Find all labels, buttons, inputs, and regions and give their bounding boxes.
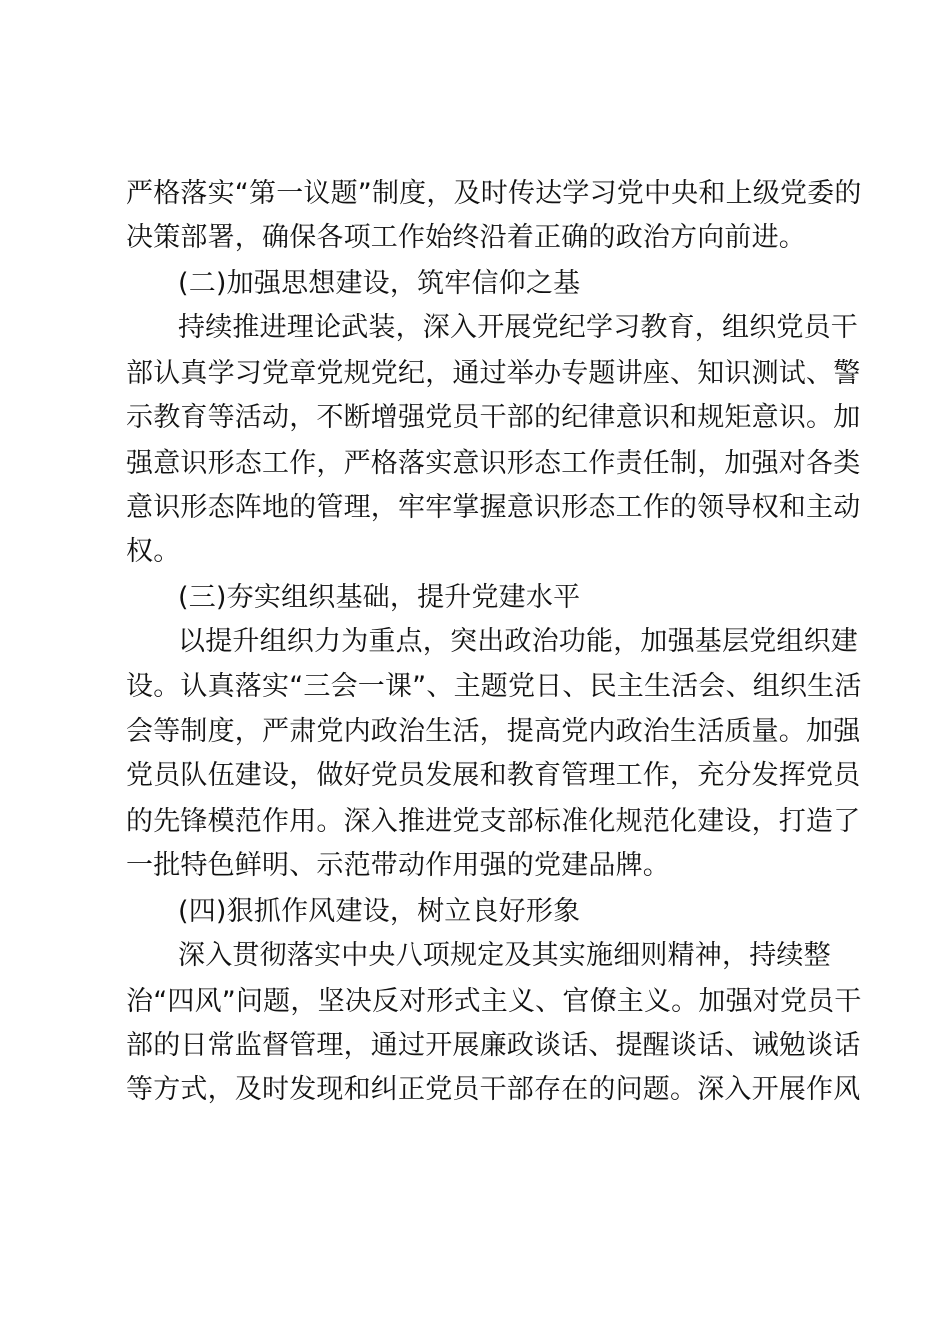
paragraph-line: 以提升组织力为重点，突出政治功能，加强基层党组织建 <box>178 626 858 657</box>
paragraph-line: 示教育等活动，不断增强党员干部的纪律意识和规矩意识。加 <box>126 402 861 433</box>
paragraph-line: 会等制度，严肃党内政治生活，提高党内政治生活质量。加强 <box>126 716 861 747</box>
paragraph-line: 等方式，及时发现和纠正党员干部存在的问题。深入开展作风 <box>126 1074 861 1105</box>
paragraph-line: 部的日常监督管理，通过开展廉政谈话、提醒谈话、诫勉谈话 <box>126 1030 861 1061</box>
paragraph-line: 设。认真落实“三会一课”、主题党日、民主生活会、组织生活 <box>126 671 862 702</box>
paragraph-line: 强意识形态工作，严格落实意识形态工作责任制，加强对各类 <box>126 448 861 479</box>
paragraph-line: 治“四风”问题，坚决反对形式主义、官僚主义。加强对党员干 <box>126 986 862 1017</box>
paragraph-line: 权。 <box>126 536 181 567</box>
paragraph-line: 部认真学习党章党规党纪，通过举办专题讲座、知识测试、警 <box>126 358 861 389</box>
section-heading: (二)加强思想建设，筑牢信仰之基 <box>178 268 581 299</box>
section-heading: (四)狠抓作风建设，树立良好形象 <box>178 896 581 927</box>
paragraph-line: 党员队伍建设，做好党员发展和教育管理工作，充分发挥党员 <box>126 760 861 791</box>
paragraph-line: 一批特色鲜明、示范带动作用强的党建品牌。 <box>126 850 670 881</box>
paragraph-line: 的先锋模范作用。深入推进党支部标准化规范化建设，打造了 <box>126 806 861 837</box>
paragraph-line: 严格落实“第一议题”制度，及时传达学习党中央和上级党委的 <box>126 178 862 209</box>
section-heading: (三)夯实组织基础，提升党建水平 <box>178 582 581 613</box>
paragraph-line: 持续推进理论武装，深入开展党纪学习教育，组织党员干 <box>178 312 858 343</box>
paragraph-line: 深入贯彻落实中央八项规定及其实施细则精神，持续整 <box>178 940 831 971</box>
paragraph-line: 意识形态阵地的管理，牢牢掌握意识形态工作的领导权和主动 <box>126 492 861 523</box>
paragraph-line: 决策部署，确保各项工作始终沿着正确的政治方向前进。 <box>126 222 806 253</box>
